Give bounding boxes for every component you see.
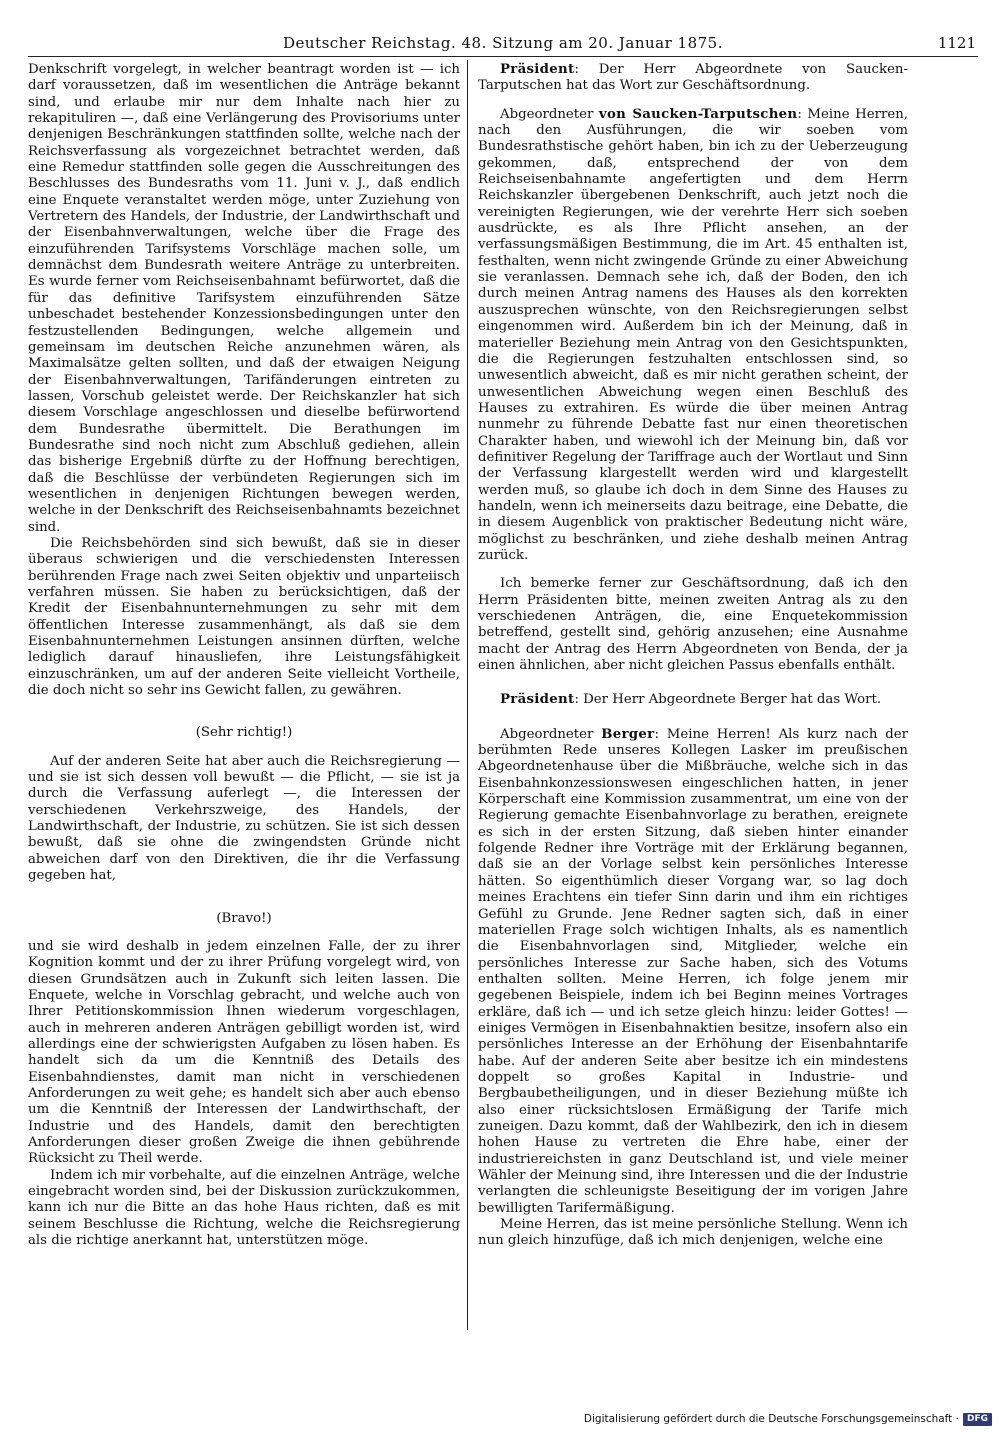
page-header bbox=[28, 30, 978, 57]
paragraph: Meine Herren, das ist meine persönliche Stellung. Wenn ich nun gleich hinzufüge, daß ich mich denjenigen, welche eine bbox=[478, 1217, 908, 1249]
column-divider bbox=[467, 60, 468, 1330]
paragraph: Denkschrift vorgelegt, in welcher beantragt worden ist — ich darf voraussetzen, daß im wesentlichen die Anträge bekannt sind, und erlaube mir nur dem Inhalte nach hier zu rekapituliren —, daß eine Verlängerung des Provisoriums unter denjenigen Beschränkungen stattfinden sollte, welche nach der Reichsverfassung als vorgezeichnet betrachtet werden, daß eine Remedur stattfinden solle gegen die Ausschreitungen des Beschlusses des Bundesraths vom 11. Juni v. J., daß endlich eine Enquete veranstaltet werden möge, unter Zuziehung von Vertretern des Handels, der Industrie, der Landwirthschaft und der Eisenbahnverwaltungen, welche über die Frage des einzuführenden Tarifsystems Vorschläge machen solle, um demnächst dem Bundesrath weitere Anträge zu unterbreiten. Es wurde ferner vom Reichseisenbahnamt befürwortet, daß die für das definitive Tarifsystem einzuführenden Sätze unbeschadet bestehender Konzessionsbedingungen unter den festzustellenden Bedingungen, welche allgemein und gemeinsam im deutschen Reiche anzunehmen wären, als Maximalsätze gelten sollten, und daß der etwaigen Neigung der Eisenbahnverwaltungen, Tarifänderungen eintreten zu lassen, Vorschub geleistet werde. Der Reichskanzler hat sich diesem Vorschlage angeschlossen und dieselbe befürwortend dem Bundesrathe übermittelt. Die Berathungen im Bundesrathe sind noch nicht zum Abschluß gediehen, allein das bisherige Ergebniß dürfte zu der Hoffnung berechtigen, daß die Beschlüsse der verbündeten Regierungen sich im wesentlichen in denjenigen Richtungen bewegen werden, welche in der Denkschrift des Reichseisenbahnamts bezeichnet sind. bbox=[28, 62, 460, 535]
paragraph: Die Reichsbehörden sind sich bewußt, daß sie in dieser überaus schwierigen und die verschiedensten Interessen berührenden Frage nach zwei Seiten objektiv und unparteiisch verfahren müssen. Sie haben zu berücksichtigen, daß der Kredit der Eisenbahnunternehmungen zu sehr mit dem öffentlichen Interesse zusammenhängt, als daß sie dem Eisenbahnunternehmen Leistungen ansinnen dürften, welche lediglich darauf hinausliefen, ihre Leistungsfähigkeit einzuschränken, um auf der anderen Seite vielleicht Vortheile, die doch nicht so sehr ins Gewicht fallen, zu gewähren. bbox=[28, 535, 460, 699]
right-column bbox=[478, 62, 908, 1330]
speaker-name: von Saucken-Tarputschen bbox=[598, 106, 798, 122]
running-title: Deutscher Reichstag. 48. Sitzung am 20. Januar 1875. bbox=[283, 34, 723, 52]
speech-paragraph: Präsident: Der Herr Abgeordnete von Saucken-Tarputschen hat das Wort zur Geschäftsordnung. bbox=[478, 62, 908, 94]
interjection: (Bravo!) bbox=[216, 910, 272, 926]
paragraph: Auf der anderen Seite hat aber auch die Reichsregierung — und sie ist sich dessen voll bewußt — die Pflicht, — sie ist ja durch die Verfassung auferlegt —, die Interessen der verschiedenen Verkehrszweige, des Handels, der Landwirthschaft, der Industrie, zu schützen. Sie ist sich dessen bewußt, daß sie ohne die zwingendsten Gründe nicht abweichen darf von den Direktiven, die ihr die Verfassung gegeben hat, bbox=[28, 753, 460, 884]
footer-text: Digitalisierung gefördert durch die Deutsche Forschungsgemeinschaft · bbox=[583, 1413, 959, 1425]
paragraph: Ich bemerke ferner zur Geschäftsordnung, daß ich den Herrn Präsidenten bitte, meinen zweiten Antrag als zu den verschiedenen Anträgen, die, eine Enquetekommission betreffend, gestellt sind, gehörig anzusehen; eine Ausnahme macht der Antrag des Herrn Abgeordneten von Benda, der ja einen ähnlichen, aber nicht gleichen Passus ebenfalls enthält. bbox=[478, 576, 908, 674]
speaker-name: Berger bbox=[601, 726, 655, 742]
digitization-footer bbox=[584, 1410, 992, 1428]
paragraph: Indem ich mir vorbehalte, auf die einzelnen Anträge, welche eingebracht worden sind, bei der Diskussion zurückzukommen, kann ich nur die Bitte an das hohe Haus richten, daß es mit seinem Beschlusse die Richtung, welche die Reichsregierung als die richtige anerkannt hat, unterstützen möge. bbox=[28, 1167, 460, 1249]
speech-paragraph: Abgeordneter von Saucken-Tarputschen: Meine Herren, nach den Ausführungen, die wir soeben vom Bundesrathstische gehört haben, bin ich zu der Ueberzeugung gekommen, daß, entsprechend der von dem Reichseisenbahnamte angefertigten und dem Herrn Reichskanzler übergebenen Denkschrift, auch jetzt noch die vereinigten Regierungen, wie der verehrte Herr sich soeben ausdrückte, es als Ihre Pflicht ansehen, an der verfassungsmäßigen Bestimmung, die im Art. 45 enthalten ist, festhalten, wenn nicht zwingende Gründe zu einer Abweichung sie veranlassen. Demnach sehe ich, daß der Boden, den ich durch meinen Antrag namens des Hauses als den korrekten auszusprechen wünschte, von den Reichsregierungen selbst eingenommen wird. Außerdem bin ich der Meinung, daß in materieller Beziehung mein Antrag von den Gesichtspunkten, die die Regierungen festzuhalten entschlossen sind, so unwesentlich abweicht, daß es mir nicht gerathen scheint, der unwesentlichen Abweichung wegen einen Beschluß des Hauses zu extrahiren. Es würde die über meinen Antrag nunmehr zu führende Debatte fast nur einen theoretischen Charakter haben, und wiewohl ich der Meinung bin, daß vor definitiver Regelung der Tariffrage auch der Wortlaut und Sinn der Verfassung klargestellt werden wird und klargestellt werden muß, so glaube ich doch in dem Sinne des Hauses zu handeln, wenn ich meinerseits dazu beitrage, eine Debatte, die in diesem Augenblick von praktischer Bedeutung nicht wäre, möglichst zu beschränken, und ziehe deshalb meinen Antrag zurück. bbox=[478, 106, 908, 563]
interjection: (Sehr richtig!) bbox=[195, 725, 293, 741]
dfg-logo: DFG bbox=[963, 1413, 992, 1426]
page-number: 1121 bbox=[937, 34, 976, 52]
left-column bbox=[28, 62, 460, 1330]
speaker-name: Präsident bbox=[500, 692, 575, 708]
speaker-name: Präsident bbox=[500, 62, 575, 77]
speech-paragraph: Abgeordneter Berger: Meine Herren! Als kurz nach der berühmten Rede unseres Kollegen Lasker im preußischen Abgeordnetenhause über die Mißbräuche, welche sich in das Eisenbahnkonzessionswesen eingeschlichen hatten, in jener Körperschaft eine Kommission zusammentrat, um eine von der Regierung gemachte Eisenbahnvorlage zu berathen, ereignete es sich in der ersten Sitzung, daß sieben hinter einander folgende Redner ihre Vorträge mit der Erklärung begannen, daß sie an der Vorlage selbst kein persönliches Interesse hätten. So eigenthümlich dieser Vorgang war, so lag doch meines Erachtens ein tiefer Sinn darin und ihm ein richtiges Gefühl zu Grunde. Jene Redner sagten sich, daß in einer materiellen Frage solch wichtigen Inhalts, als es namentlich die Eisenbahnvorlagen sind, Mitglieder, welche ein persönliches Interesse zur Sache haben, sich des Votums enthalten sollten. Meine Herren, ich folge jenem mir gegebenen Beispiele, indem ich bei Beginn meines Vortrages erkläre, daß ich — und ich setze gleich hinzu: leider Gottes! — einiges Vermögen in Eisenbahnaktien besitze, insofern also ein persönliches Interesse an der Erhöhung der Eisenbahntarife habe. Auf der anderen Seite aber besitze ich ein mindestens doppelt so großes Kapital in Industrie- und Bergbaubetheiligungen, und in dieser Beziehung müßte ich also einer rücksichtslosen Ermäßigung der Tarife mich zuneigen. Dazu kommt, daß der Wahlbezirk, den ich in diesem hohen Hause zu vertreten die Ehre habe, einer der industriereichsten in ganz Deutschland ist, und viele meiner Wähler der Meinung sind, ihre Interessen und die der Industrie verlangten die schleunigste Beseitigung der im vorigen Jahre bewilligten Tarifermäßigung. bbox=[478, 726, 908, 1216]
speech-paragraph: Präsident: Der Herr Abgeordnete Berger hat das Wort. bbox=[500, 692, 882, 708]
paragraph: und sie wird deshalb in jedem einzelnen Falle, der zu ihrer Kognition kommt und der zu ihrer Prüfung vorgelegt wird, von diesen Grundsätzen auch in Zukunft sich leiten lassen. Die Enquete, welche in Vorschlag gebracht, und welche auch von Ihrer Petitionskommission Ihnen wiederum vorgeschlagen, auch in mehreren anderen Anträgen gebilligt worden ist, wird allerdings eine der schwierigsten Aufgaben zu lösen haben. Es handelt sich da um die Kenntniß des Details des Eisenbahndienstes, damit man nicht in verschiedenen Anforderungen zu weit gehe; es handelt sich aber auch ebenso um die Kenntniß der Interessen der Landwirthschaft, der Industrie und des Handels, damit den berechtigten Anforderungen dieser großen Zweige die ihnen gebührende Rücksicht zu Theil werde. bbox=[28, 938, 460, 1167]
